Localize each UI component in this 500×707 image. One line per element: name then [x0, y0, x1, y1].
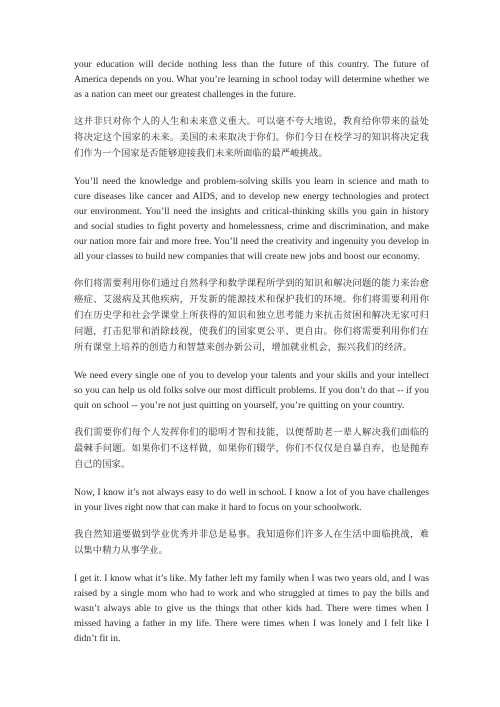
paragraph-zh-4: 我自然知道要做到学业优秀并非总是易事。我知道你们许多人在生活中面临挑战，难以集中精力从事学业。	[74, 529, 429, 556]
paragraph-zh-2: 你们将需要利用你们通过自然科学和数学课程所学到的知识和解决问题的能力来治愈癌症、艾滋病及其他疾病，开发新的能源技术和保护我们的环境。你们将需要利用你们在历史学和社会学课堂上所获得的知识和独立思考能力来抗击贫困和解决无家可归问题，打击犯罪和消除歧视，使我们的国家更公平、更自由。你们将需要利用你们在所有课堂上培养的创造力和智慧来创办新公司，增加就业机会，振兴我们的经济。	[74, 278, 429, 353]
document-body	[74, 57, 429, 658]
paragraph-zh-3: 我们需要你们每个人发挥你们的聪明才智和技能，以便帮助老一辈人解决我们面临的最棘手问题。如果你们不这样做，如果你们辍学，你们不仅仅是自暴自弃，也是抛弃自己的国家。	[74, 427, 429, 470]
paragraph-zh-1: 这并非只对你个人的人生和未来意义重大。可以毫不夸大地说，教育给你带来的益处将决定这个国家的未来。美国的未来取决于你们。你们今日在校学习的知识将决定我们作为一个国家是否能够迎接我们未来所面临的最严峻挑战。	[74, 116, 429, 159]
paragraph-en-5: I get it. I know what it’s like. My father left my family when I was two years old, and I was raised by a single mom who had to work and who struggled at times to pay the bills and wasn’t always able to give us the things that other kids had. There were times when I missed having a father in my life. There were times when I was lonely and I felt like I didn’t fit in.	[74, 573, 429, 644]
paragraph-en-2: You’ll need the knowledge and problem-solving skills you learn in science and math to cure diseases like cancer and AIDS, and to develop new energy technologies and protect our environment. You’ll need the insights and critical-thinking skills you gain in history and social studies to fight poverty and homelessness, crime and discrimination, and make our nation more fair and more free. You’ll need the creativity and ingenuity you develop in all your classes to build new companies that will create new jobs and boost our economy.	[74, 176, 429, 262]
paragraph-en-3: We need every single one of you to develop your talents and your skills and your intellect so you can help us old folks solve our most difficult problems. If you don’t do that -- if you quit on school -- you’re not just quitting on yourself, you’re quitting on your country.	[74, 370, 429, 411]
paragraph-en-4: Now, I know it’s not always easy to do well in school. I know a lot of you have challenges in your lives right now that can make it hard to focus on your schoolwork.	[74, 487, 429, 513]
paragraph-en-1: your education will decide nothing less than the future of this country. The future of America depends on you. What you’re learning in school today will determine whether we as a nation can meet our greatest challenges in the future.	[74, 59, 429, 100]
